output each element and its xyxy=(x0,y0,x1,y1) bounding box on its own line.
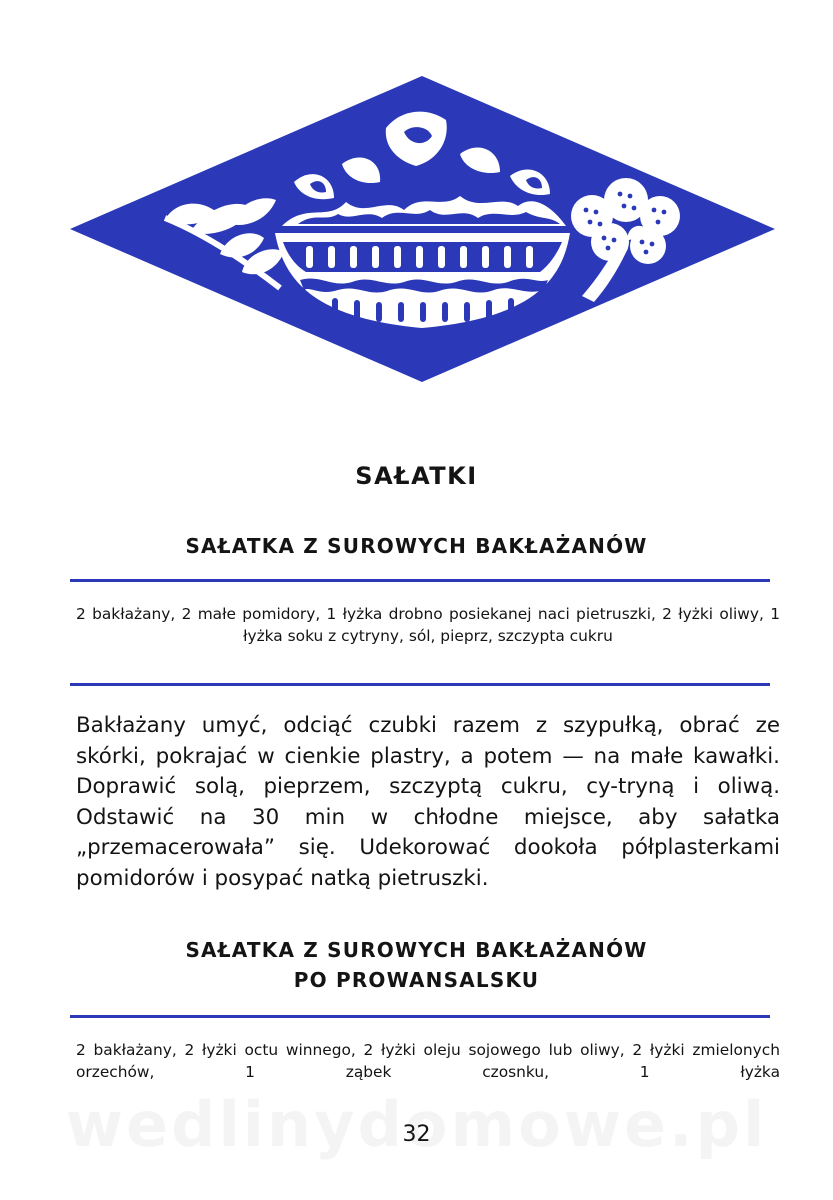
divider-rule xyxy=(70,1015,770,1018)
recipe-title: SAŁATKA Z SUROWYCH BAKŁAŻANÓW xyxy=(185,534,648,558)
section-title: SAŁATKI xyxy=(355,462,478,490)
recipe-method: Bakłażany umyć, odciąć czubki razem z szypułką, obrać ze skórki, pokrajać w cienkie plastry, a potem — na małe kawałki. Doprawić solą, pieprzem, szczyptą cukru, cy-tryną i oliwą. Odstawić na 30 min w chłodne miejsce, aby sałatka „przemacerowała” się. Udekorować dookoła półplasterkami pomidorów i posypać natką pietruszki. xyxy=(76,713,780,891)
recipe-title-line-2: PO PROWANSALSKU xyxy=(293,968,540,992)
recipe-title-line-1: SAŁATKA Z SUROWYCH BAKŁAŻANÓW xyxy=(185,938,648,962)
page-number: 32 xyxy=(402,1122,431,1147)
ingredients-list: 2 bakłażany, 2 łyżki octu winnego, 2 łyżki oleju sojowego lub oliwy, 2 łyżki zmielonych orzechów, 1 ząbek czosnku, 1 łyżka xyxy=(76,1041,780,1081)
divider-rule xyxy=(70,683,770,686)
ingredients-list: 2 bakłażany, 2 małe pomidory, 1 łyżka drobno posiekanej naci pietruszki, 2 łyżki oliwy, 1 łyżka soku z cytryny, sól, pieprz, szczypta cukru xyxy=(76,605,780,645)
decorative-banner xyxy=(70,76,775,382)
divider-rule xyxy=(70,579,770,582)
